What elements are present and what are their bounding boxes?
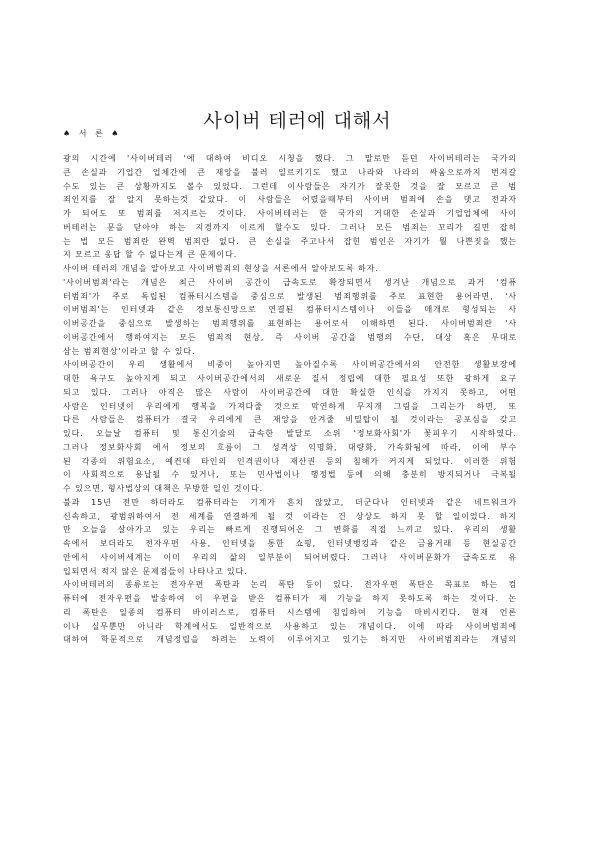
- document-title: 사이버 테러에 대해서: [203, 109, 392, 132]
- body-text-line: 이나 실무뿐만 아니라 학계에서도 일반적으로 사용하고 있는 개념이다. 이에 따라 사이버범죄에: [63, 621, 517, 631]
- body-text-line: 된 각종의 위험요소, 예컨대 타인의 인격권이나 재산권 등의 침해가 커지게 되었다. 이러한 위험: [63, 456, 517, 466]
- body-text-line: 수도 있는 큰 상황까지도 볼수 있었다. 그런데 이사람들은 자기가 잘못한 것을 잘 모르고 큰 범: [63, 181, 517, 191]
- body-text-line: 버테러는 문을 닫아야 하는 지경까지 이르게 할수도 있다. 그러나 모든 범죄는 꼬리가 길면 잡히: [63, 222, 517, 232]
- body-text-line: 지 모르고 웅답 할 수 없다는게 큰 문제이다.: [63, 250, 238, 260]
- body-text-line: 죄인지를 잘 알지 못하는것 같았다. 이 사람들은 어렸을때부터 사이버 범죄에 손을 댓고 전과자: [63, 195, 517, 205]
- body-text-line: 신속하고, 광범위하여서 전 세계를 연결하게 될 것 이라는 건 상상도 하지 못 할 일이었다. 하지: [63, 511, 517, 521]
- body-text-line: 사이버공간이 우리 생활에서 비중이 높아지면 높아질수록 사이버공간에서의 안전한 생활보장에: [63, 360, 517, 370]
- body-text-line: 광의 시간에 '사이버테러 '에 대하여 비디오 시청을 했다. 그 말로만 듣던 사이버테러는 국가의: [63, 154, 517, 163]
- body-text-line: 이버범죄'는 인터넷과 같은 정보통신망으로 연결된 컴퓨터시스템이나 이들을 매개로 형성되는 사: [63, 305, 517, 315]
- body-text-line: 사이버 테러의 개념을 알아보고 사이버범죄의 현상을 서론에서 알아보도록 하자.: [63, 264, 379, 273]
- body-text-line: 입되면서 적지 않은 문제점들이 나타나고 있다.: [63, 566, 248, 576]
- body-text-line: 속에서 보더라도 전자우편 사용, 인터넷을 통한 쇼핑, 인터넷뱅킹과 같은 금융거래 등 현실공간: [63, 539, 517, 548]
- body-text-line: 이 사회적으로 용납될 수 있거나, 또는 민사법이나 행정법 등에 의해 충분히 방지되거나 극복될: [63, 470, 517, 480]
- body-text-line: 퓨터에 전자우편을 발송하여 이 우편을 받은 컴퓨터가 제 기능을 하지 못하도록 하는 것이다. 논: [63, 594, 517, 603]
- body-text-line: 이버공간에서 행하여지는 모든 범죄적 현상, 즉 사이버 공간을 범행의 수단, 대상 혹은 무대로: [63, 332, 517, 342]
- body-text-line: 안에서 사이버세계는 이미 우리의 삶의 일부분이 되어버렸다. 그러나 사이버문화가 급속도로 유: [63, 552, 517, 562]
- body-text-line: 터범죄'가 주로 독립된 컴퓨터시스템을 중심으로 발생된 범죄행위를 주로 표현한 용어라면, '사: [63, 291, 517, 301]
- body-text-line: 삼는 범죄현상'이라고 할 수 있다.: [63, 346, 196, 356]
- body-text-line: 그러나 정보화사회 에서 정보의 흐름이 그 성격상 익명화, 대량화, 가속화됨에 따라, 이에 부수: [63, 442, 517, 452]
- body-text-line: 대한 욕구도 높아지게 되고 사이버공간에서의 새로운 질서 정립에 대한 필요성 또한 광하게 요구: [63, 374, 517, 383]
- body-text-line: 큰 손실과 기업간 업체간에 큰 재앙을 불러 일르키기도 했고 나라와 나라의 싸움으로까지 번져갈: [63, 167, 517, 177]
- body-text-line: 있다. 오늘날 컴퓨터 및 통신기술의 급속한 발달로 소위 '정보화사회'가 꽃피우기 시작하였다.: [63, 429, 517, 438]
- body-text-line: 대하여 학문적으로 개념정립을 하려는 노력이 이루어지고 있기는 하지만 사이버범죄라는 개념의: [63, 635, 517, 645]
- body-text-line: 만 오늘을 살아가고 있는 우리는 빠르게 진행되어온 그 변화를 직접 느끼고 있다. 우리의 생활: [63, 525, 517, 535]
- body-text-line: 되고 있다. 그러나 아직은 많은 사람이 사이버공간에 대한 확실한 인식을 가지지 못하고, 어떤: [63, 387, 517, 397]
- body-text-line: 리 폭탄은 일종의 컴퓨터 바이러스로, 컴퓨터 시스템에 침입하여 기능을 마비시킨다. 현재 언론: [63, 607, 517, 617]
- body-text-line: 수 있으면, 형사법상의 대책은 무방한 일인 것이다.: [63, 484, 264, 493]
- body-text-line: '사이버범죄'라는 개념은 최근 사이버 공간이 급속도로 확장되면서 생겨난 개념으로 과거 '컴퓨: [63, 277, 517, 287]
- body-text-line: 이버공간을 중심으로 발생하는 범죄행위를 표현하는 용어로서 이해하면 된다. 사이버범죄란 '사: [63, 319, 517, 328]
- body-text-line: 사이버테러의 종류로는 전자우편 폭탄과 논리 폭탄 등이 있다. 전자우편 폭탄은 목표로 하는 컴: [63, 580, 517, 590]
- body-text-line: 사람은 인터넷이 우리에게 행복을 가져다줄 것으로 막연하게 무지개 그림을 그리는가 하면, 또: [63, 401, 517, 411]
- body-text-line: 다른 사람들은 컴퓨터가 결국 우리에게 큰 재앙을 안겨줄 비밀탑이 될 것이라는 공포심을 갖고: [63, 415, 517, 425]
- body-text-line: 가 되어도 또 범죄를 저지르는 것이다. 사이버테러는 한 국가의 거대한 손실과 기업업체에 사이: [63, 209, 517, 218]
- section-heading: ♠ 서 론 ♠: [63, 129, 122, 138]
- body-text-line: 불과 15년 전만 하더라도 컴퓨터라는 기계가 흔치 않았고, 더군다나 인터넷과 같은 네트워크가: [63, 497, 517, 507]
- document-body: [63, 152, 517, 647]
- body-text-line: 는 법 모든 범죄란 완벽 범죄란 없다. 큰 손실을 주고나서 잡힌 범인은 자기가 뭘 나쁜짓을 했는: [63, 236, 517, 246]
